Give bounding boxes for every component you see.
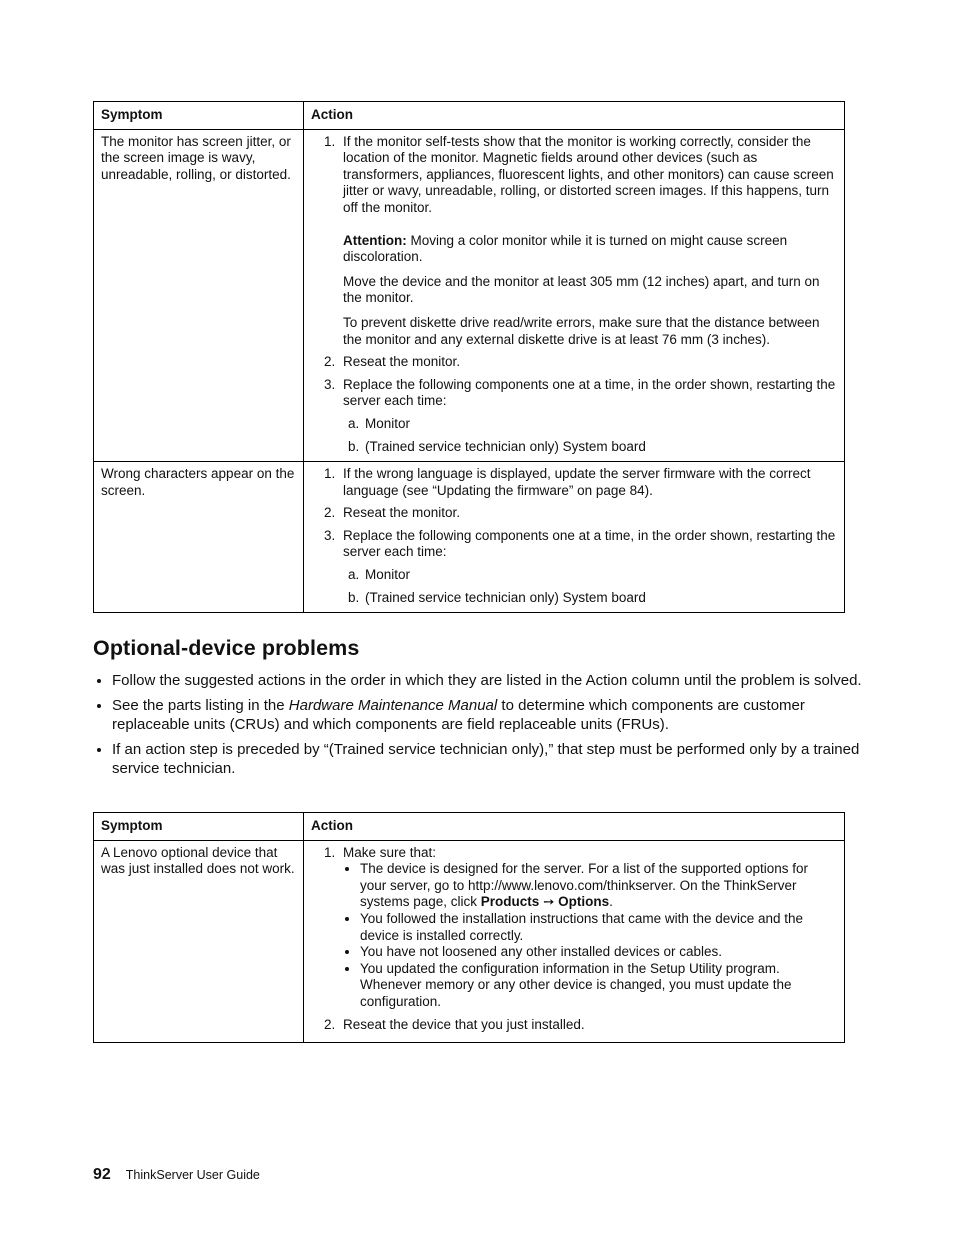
list-item: a. Monitor	[363, 567, 837, 584]
table-header-row	[94, 102, 845, 130]
step-text: Make sure that:	[343, 844, 437, 860]
list-item: a. Monitor	[363, 416, 837, 433]
component-list	[343, 567, 837, 606]
bullet-text: to determine which components are customer replaceable units (CRUs) and which components are field replaceable units (FRUs).	[112, 697, 805, 733]
attention-note	[343, 233, 837, 266]
attention-text: Moving a color monitor while it is turned on might cause screen discoloration.	[343, 232, 788, 265]
list-item	[112, 696, 868, 734]
attention-label: Attention:	[343, 232, 407, 248]
page-footer	[93, 1166, 260, 1184]
step-text: Replace the following components one at a time, in the order shown, restarting the server each time:	[343, 527, 836, 560]
table-row	[94, 840, 845, 1043]
symptom-column-header: Symptom	[94, 102, 304, 130]
symptom-cell: A Lenovo optional device that was just installed does not work.	[94, 840, 304, 1043]
table-row	[94, 462, 845, 613]
table-header-row	[94, 813, 845, 841]
symptom-cell: The monitor has screen jitter, or the screen image is wavy, unreadable, rolling, or distorted.	[94, 129, 304, 462]
guide-title: ThinkServer User Guide	[125, 1168, 260, 1182]
list-item	[360, 861, 837, 911]
action-step	[339, 528, 837, 606]
list-item: b. (Trained service technician only) System board	[363, 590, 837, 607]
action-step	[339, 134, 837, 349]
symptom-cell: Wrong characters appear on the screen.	[94, 462, 304, 613]
action-cell	[304, 462, 845, 613]
manual-title: Hardware Maintenance Manual	[288, 697, 498, 714]
list-item: • Follow the suggested actions in the order in which they are listed in the Action column until the problem is solved.	[112, 671, 868, 690]
action-step	[339, 845, 837, 1011]
action-step: 2. Reseat the device that you just installed.	[339, 1017, 837, 1034]
symptom-column-header: Symptom	[94, 813, 304, 841]
table-row	[94, 129, 845, 462]
arrow-icon: ➙	[539, 894, 559, 910]
component-list	[343, 416, 837, 455]
step-text: If the monitor self-tests show that the monitor is working correctly, consider the location of the monitor. Magnetic fields around other devices (such as transformers, appliances, fluorescent lights, and other monitors) can cause screen jitter or wavy, unreadable, rolling, or distorted screen images. If this happens, turn off the monitor.	[343, 133, 834, 215]
list-item: • You have not loosened any other installed devices or cables.	[360, 944, 837, 961]
page-number: 92	[93, 1166, 111, 1183]
options-label: Options	[558, 894, 610, 910]
action-step	[339, 377, 837, 455]
products-label: Products	[480, 894, 540, 910]
action-steps	[311, 466, 837, 606]
step-text: Replace the following components one at a time, in the order shown, restarting the server each time:	[343, 376, 836, 409]
action-column-header: Action	[304, 813, 845, 841]
monitor-symptoms-table	[93, 101, 845, 613]
check-list	[343, 861, 837, 1010]
action-step: 2. Reseat the monitor.	[339, 505, 837, 522]
section-heading: Optional-device problems	[93, 636, 360, 660]
list-item: • If an action step is preceded by “(Trained service technician only),” that step must be performed only by a trained service technician.	[112, 740, 868, 778]
list-item: • You updated the configuration information in the Setup Utility program. Whenever memory or any other device is changed, you must update the configuration.	[360, 961, 837, 1011]
bullet-text: See the parts listing in the	[112, 697, 289, 714]
diskette-note: To prevent diskette drive read/write errors, make sure that the distance between the monitor and any external diskette drive is at least 76 mm (3 inches).	[343, 314, 820, 347]
move-note: Move the device and the monitor at least 305 mm (12 inches) apart, and turn on the monitor.	[343, 273, 820, 306]
check-text: .	[609, 894, 613, 910]
action-steps	[311, 845, 837, 1034]
action-step: 1. If the wrong language is displayed, update the server firmware with the correct language (see “Updating the firmware” on page 84).	[339, 466, 837, 499]
guidance-list	[93, 671, 868, 784]
check-text: The device is designed for the server. For a list of the supported options for your server, go to http://www.lenovo.com/thinkserver. On the ThinkServer systems page, click	[360, 861, 808, 910]
action-steps	[311, 134, 837, 456]
optional-device-table	[93, 812, 845, 1043]
action-cell	[304, 129, 845, 462]
list-item: b. (Trained service technician only) System board	[363, 439, 837, 456]
action-step: 2. Reseat the monitor.	[339, 354, 837, 371]
action-column-header: Action	[304, 102, 845, 130]
action-cell	[304, 840, 845, 1043]
list-item: • You followed the installation instructions that came with the device and the device is installed correctly.	[360, 911, 837, 944]
